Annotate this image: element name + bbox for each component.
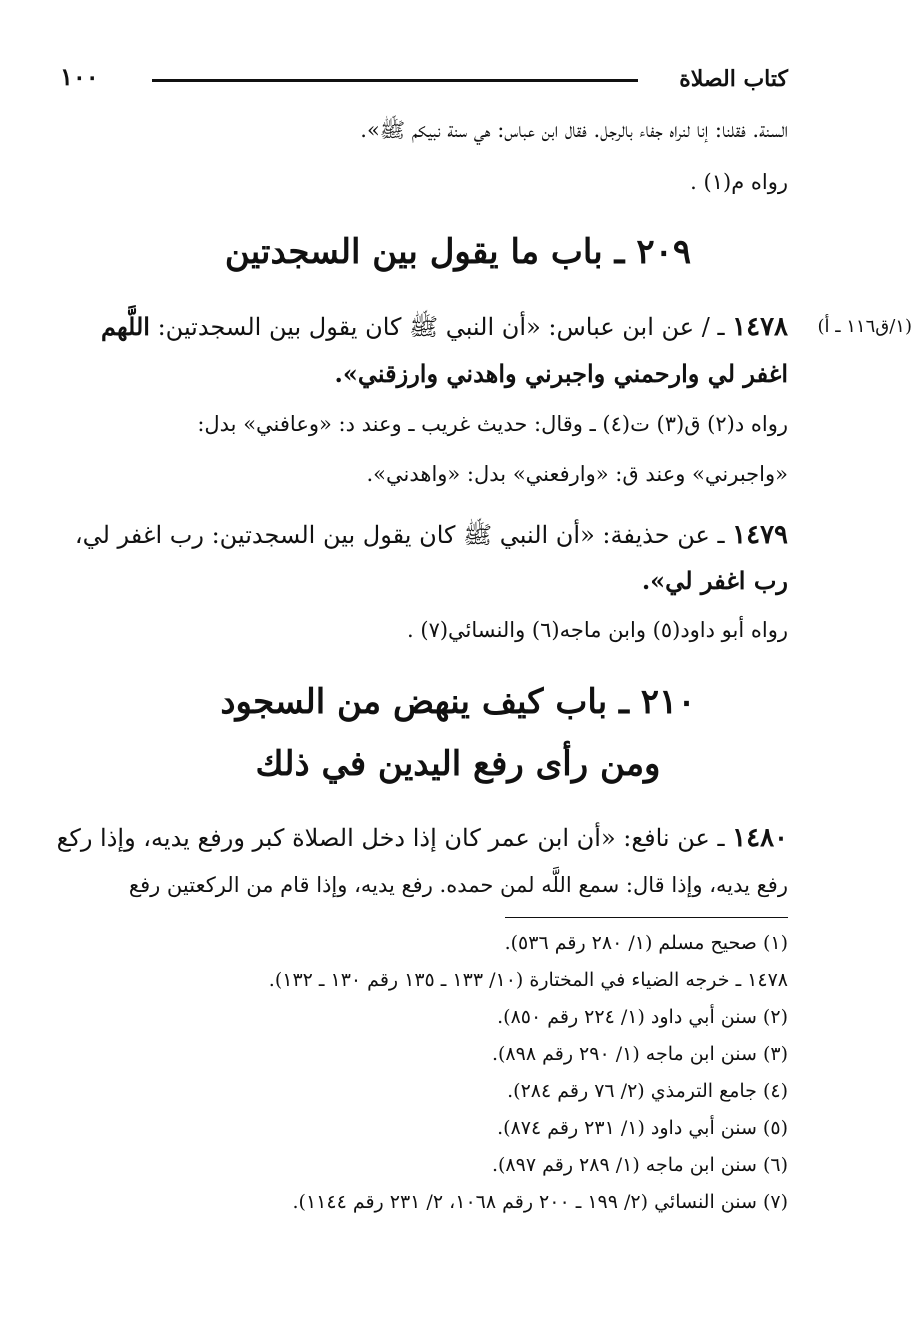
narration-line: رواه د(٢) ق(٣) ت(٤) ـ وقال: حديث غريب ـ وعند د: «وعافني» بدل:	[197, 412, 788, 436]
footnote: (٥) سنن أبي داود (١/ ٢٣١ رقم ٨٧٤).	[497, 1117, 788, 1139]
section-heading-210-sub: ومن رأى رفع اليدين في ذلك	[255, 744, 661, 784]
hadith-1480-line: ١٤٨٠ ـ عن نافع: «أن ابن عمر كان إذا دخل الصلاة كبر ورفع يديه، وإذا ركع	[56, 823, 788, 853]
text-line: السنة. فقلنا: إنا لنراه جفاء بالرجل. فقال ابن عباس: هي سنة نبيكم ﷺ».	[360, 118, 788, 142]
hadith-1478-line: ١٤٧٨ ـ / عن ابن عباس: «أن النبي ﷺ كان يقول بين السجدتين: اللَّهم	[100, 312, 788, 342]
hadith-number: ١٤٨٠	[732, 823, 788, 853]
footnote: ١٤٧٨ ـ خرجه الضياء في المختارة (١٠/ ١٣٣ ـ ١٣٥ رقم ١٣٠ ـ ١٣٢).	[268, 969, 788, 991]
section-heading-209: ٢٠٩ ـ باب ما يقول بين السجدتين	[224, 232, 692, 272]
section-heading-210: ٢١٠ ـ باب كيف ينهض من السجود	[220, 682, 696, 722]
footnote: (٧) سنن النسائي (٢/ ١٩٩ ـ ٢٠٠ رقم ١٠٦٨، ٢/ ٢٣١ رقم ١١٤٤).	[292, 1191, 788, 1213]
page-header	[60, 62, 788, 92]
footnote: (٤) جامع الترمذي (٢/ ٧٦ رقم ٢٨٤).	[507, 1080, 788, 1102]
text-line: رواه م(١) .	[690, 170, 788, 194]
footnote: (٢) سنن أبي داود (١/ ٢٢٤ رقم ٨٥٠).	[497, 1006, 788, 1028]
hadith-1479-line: ١٤٧٩ ـ عن حذيفة: «أن النبي ﷺ كان يقول بين السجدتين: رب اغفر لي،	[74, 520, 788, 550]
narration-line: رواه أبو داود(٥) وابن ماجه(٦) والنسائي(٧) .	[407, 618, 788, 642]
manuscript-margin-ref: (١/ق١١٦ ـ أ)	[817, 316, 912, 337]
hadith-text-line: اغفر لي وارحمني واجبرني واهدني وارزقني».	[334, 359, 788, 388]
footnote: (٦) سنن ابن ماجه (١/ ٢٨٩ رقم ٨٩٧).	[491, 1154, 788, 1176]
hadith-number: ١٤٧٩	[732, 520, 788, 550]
hadith-text-line: رفع يديه، وإذا قال: سمع اللَّه لمن حمده. رفع يديه، وإذا قام من الركعتين رفع	[128, 873, 788, 897]
hadith-number: ١٤٧٨	[732, 312, 788, 342]
hadith-text-line: رب اغفر لي».	[641, 566, 788, 595]
footnote: (١) صحيح مسلم (١/ ٢٨٠ رقم ٥٣٦).	[504, 932, 788, 954]
footnote-rule	[505, 917, 788, 918]
footnote: (٣) سنن ابن ماجه (١/ ٢٩٠ رقم ٨٩٨).	[491, 1043, 788, 1065]
page-number: ١٠٠	[60, 62, 99, 91]
chapter-title: كتاب الصلاة	[679, 66, 788, 92]
header-rule	[152, 79, 638, 82]
narration-line: «واجبرني» وعند ق: «وارفعني» بدل: «واهدني».	[366, 462, 788, 486]
